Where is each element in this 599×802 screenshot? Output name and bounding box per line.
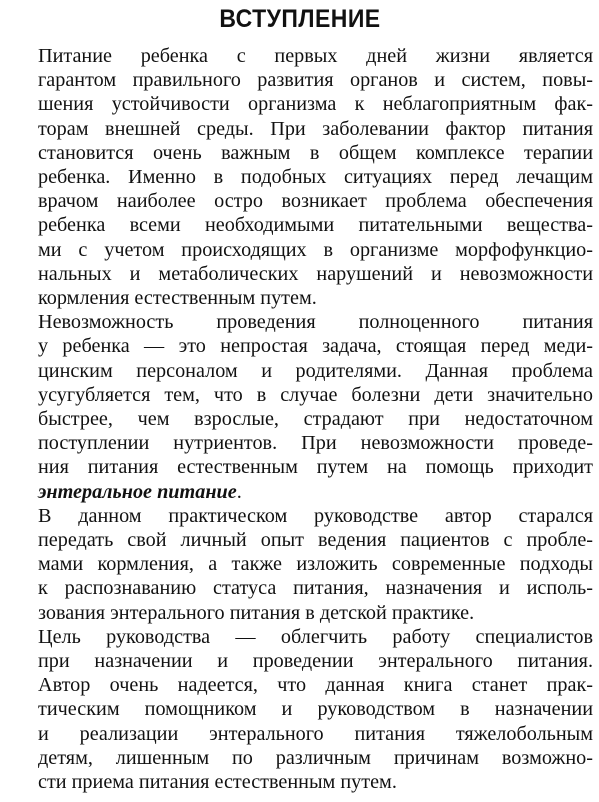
text-line: у ребенка — это непростая задача, стоящая перед меди- — [38, 335, 593, 358]
text-line: Автор очень надеется, что данная книга станет прак- — [38, 674, 593, 697]
text-line: становится очень важным в общем комплексе терапии — [38, 141, 593, 164]
text-line: ния питания естественным путем на помощь приходит — [38, 456, 593, 479]
text-line: передать свой личный опыт ведения пациентов с пробле- — [38, 529, 593, 552]
text-line: Невозможность проведения полноценного питания — [38, 311, 593, 334]
text-line: Цель руководства — облегчить работу специалистов — [38, 625, 593, 648]
text-line: к распознаванию статуса питания, назначения и исполь- — [38, 577, 593, 600]
text-line: ребенка. Именно в подобных ситуациях перед лечащим — [38, 166, 593, 189]
text-line: зования энтерального питания в детской практике. — [38, 601, 475, 624]
text-line: цинским персоналом и родителями. Данная проблема — [38, 359, 593, 382]
section-heading: ВСТУПЛЕНИЕ — [219, 5, 381, 33]
paragraph-goal — [7, 625, 593, 794]
text-line: тическим помощником и руководством в назначении — [38, 698, 593, 721]
text-line: нальных и метаболических нарушений и невозможности — [38, 262, 593, 285]
text-line: гарантом правильного развития органов и систем, повы- — [38, 69, 593, 92]
text-line: быстрее, чем взрослые, страдают при недостаточном — [38, 408, 593, 431]
text-line: усугубляется тем, что в случае болезни дети значительно — [38, 383, 593, 406]
text-line: кормления естественным путем. — [38, 287, 317, 310]
text-line: Питание ребенка с первых дней жизни является — [38, 45, 593, 67]
paragraph-problem — [7, 310, 593, 504]
emphasized-term: энтеральное питание — [38, 480, 237, 503]
text-line: мами кормления, а также изложить современные подходы — [38, 553, 593, 576]
text-line: при назначении и проведении энтерального питания. — [38, 650, 593, 673]
text-line: и реализации энтерального питания тяжелобольным — [38, 722, 593, 745]
text-line: торам внешней среды. При заболевании фактор питания — [38, 117, 593, 140]
text-line: В данном практическом руководстве автор старался — [38, 504, 593, 527]
text-line-emphasis — [7, 480, 593, 504]
text-line: ми с учетом происходящих в организме морфофункцио- — [38, 238, 593, 261]
paragraph-guide — [7, 504, 593, 625]
text-line: детям, лишенным по различным причинам возможно- — [38, 746, 593, 769]
text-line: шения устойчивости организма к неблагоприятным фак- — [38, 93, 593, 116]
text-line: ребенка всеми необходимыми питательными вещества- — [38, 214, 593, 237]
text-line: врачом наиболее остро возникает проблема обеспечения — [38, 190, 593, 213]
emphasis-tail: . — [236, 480, 242, 503]
paragraph-intro — [7, 44, 593, 310]
text-line: сти приема питания естественным путем. — [38, 771, 397, 794]
text-line: поступлении нутриентов. При невозможности проведе- — [38, 432, 593, 455]
